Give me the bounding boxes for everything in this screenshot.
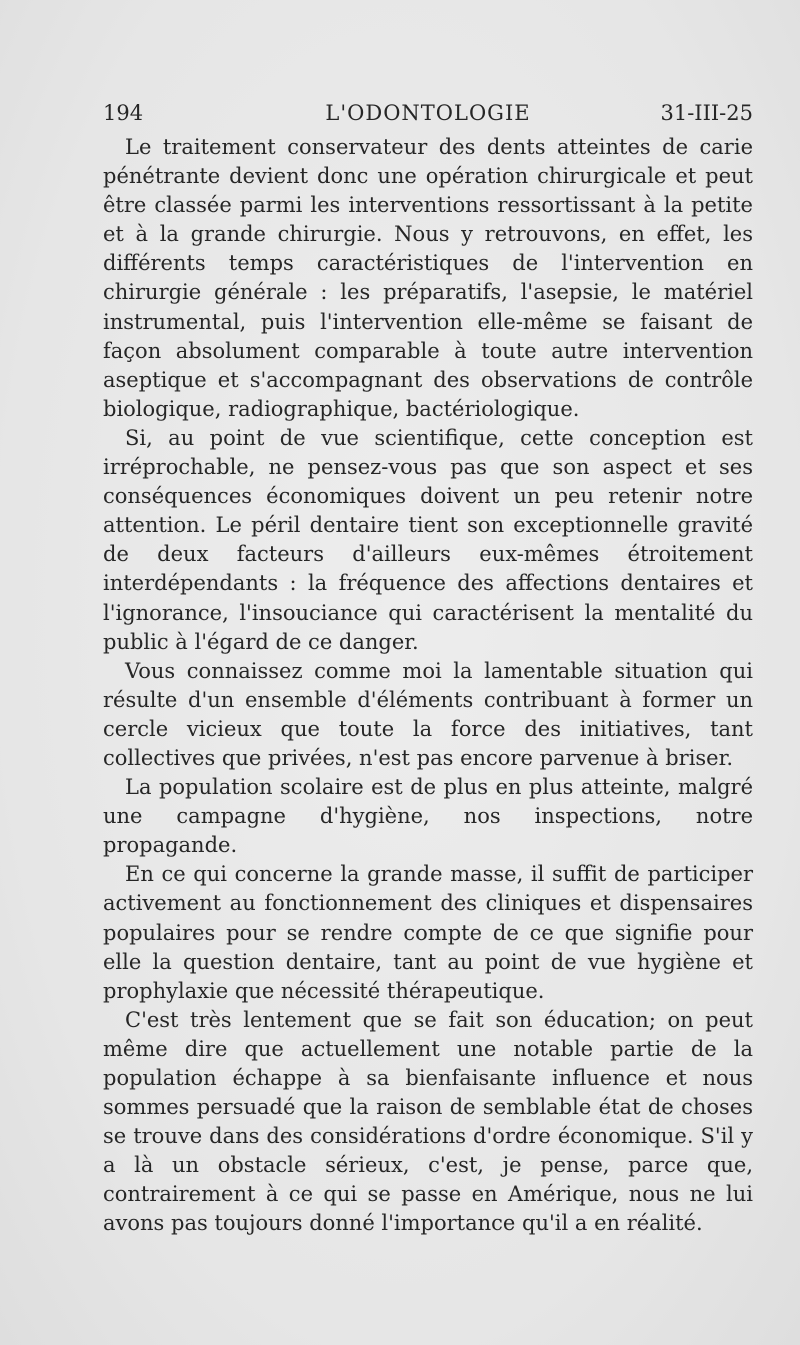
paragraph: C'est très lentement que se fait son éducation; on peut même dire que actuellement une notable partie de la population échappe à sa bienfaisante influence et nous sommes persuadé que la raison de semblable état de choses se trouve dans des considérations d'ordre économique. S'il y a là un obstacle sérieux, c'est, je pense, parce que, contrairement à ce qui se passe en Amérique, nous ne lui avons pas toujours donné l'importance qu'il a en réalité.: [103, 1007, 753, 1236]
paragraph: Vous connaissez comme moi la lamentable situation qui résulte d'un ensemble d'éléments contribuant à former un cercle vicieux que toute la force des initiatives, tant collectives que privées, n'est pas encore parvenue à briser.: [103, 658, 753, 770]
body-text: [103, 133, 753, 1239]
paragraph: Le traitement conservateur des dents atteintes de carie pénétrante devient donc une opération chirurgicale et peut être classée parmi les interventions ressortissant à la petite et à la grande chirurgie. Nous y retrouvons, en effet, les différents temps caractéristiques de l'intervention en chirurgie générale : les préparatifs, l'asepsie, le matériel instrumental, puis l'intervention elle-même se faisant de façon absolument comparable à toute autre intervention aseptique et s'accompagnant des observations de contrôle biologique, radiographique, bactériologique.: [103, 135, 753, 421]
running-header: [103, 98, 753, 128]
paragraph: Si, au point de vue scientifique, cette conception est irréprochable, ne pensez-vous pas que son aspect et ses conséquences économiques doivent un peu retenir notre attention. Le péril dentaire tient son exceptionnelle gravité de deux facteurs d'ailleurs eux-mêmes étroitement interdépendants : la fréquence des affections dentaires et l'ignorance, l'insouciance qui caractérisent la mentalité du public à l'égard de ce danger.: [103, 425, 753, 654]
paragraph: En ce qui concerne la grande masse, il suffit de participer activement au fonctionnement des cliniques et dispensaires populaires pour se rendre compte de ce que signifie pour elle la question dentaire, tant au point de vue hygiène et prophylaxie que nécessité thérapeutique.: [103, 862, 753, 1003]
journal-title: L'ODONTOLOGIE: [325, 101, 531, 125]
paragraph: La population scolaire est de plus en plus atteinte, malgré une campagne d'hygiène, nos inspections, notre propagande.: [103, 775, 753, 858]
page-number: 194: [103, 101, 144, 125]
issue-date: 31-III-25: [660, 101, 753, 125]
